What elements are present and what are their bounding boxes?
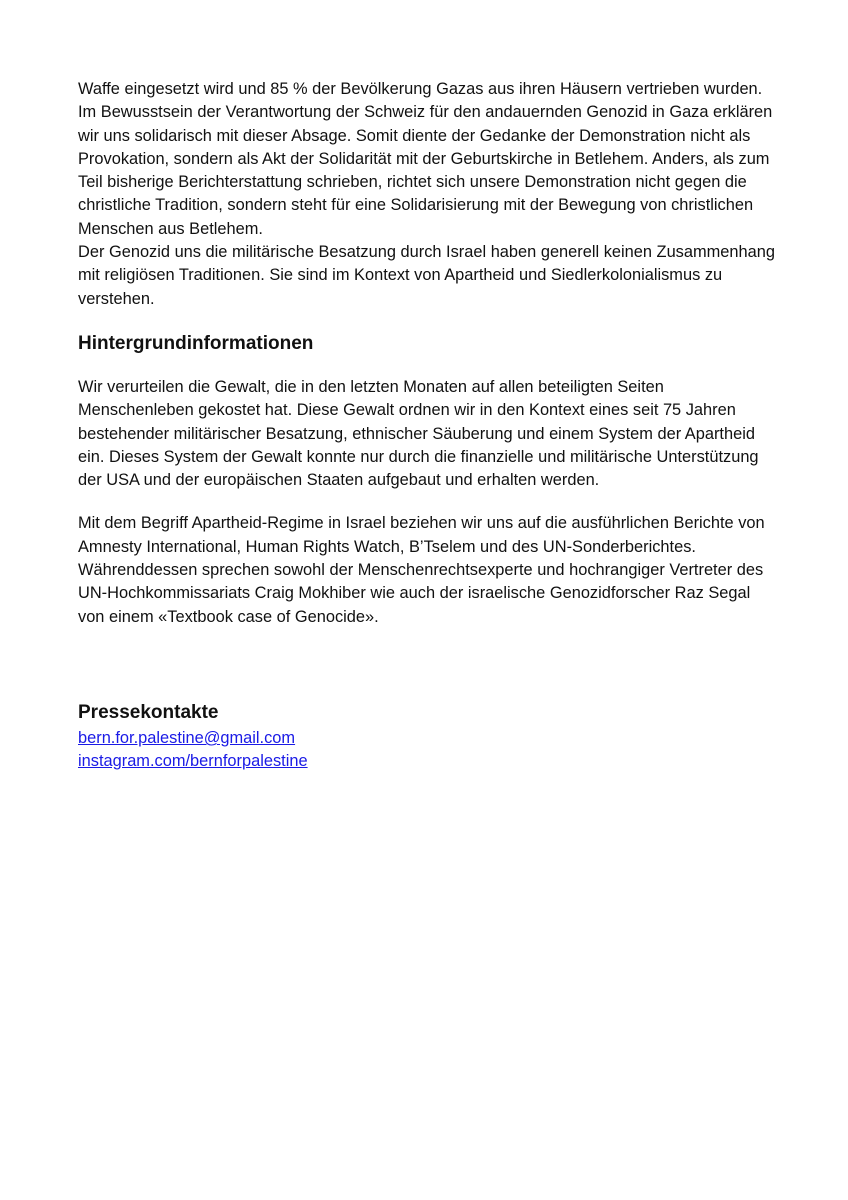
background-paragraph-1: Wir verurteilen die Gewalt, die in den letzten Monaten auf allen beteiligten Seiten Menschenleben gekostet hat. Diese Gewalt ordnen wir in den Kontext eines seit 75 Jahren bestehender militärischer Besatzung, ethnischer Säuberung und einem System der Apartheid ein. Dieses System der Gewalt konnte nur durch die finanzielle und militärische Unterstützung der USA und der europäischen Staaten aufgebaut und erhalten werden. xyxy=(78,377,759,490)
background-paragraph-2: Mit dem Begriff Apartheid-Regime in Israel beziehen wir uns auf die ausführlichen Berichte von Amnesty International, Human Rights Watch, B’Tselem und des UN-Sonderberichtes. Währenddessen sprechen sowohl der Menschenrechtsexperte und hochrangiger Vertreter des UN-Hochkommissariats Craig Mokhiber wie auch der israelische Genozidforscher Raz Segal von einem «Textbook case of Genocide». xyxy=(78,514,765,626)
intro-paragraph-3: Der Genozid uns die militärische Besatzung durch Israel haben generell keinen Zusammenhang mit religiösen Traditionen. Sie sind im Kontext von Apartheid und Siedlerkolonialismus zu verstehen. xyxy=(78,243,775,308)
background-heading: Hintergrundinformationen xyxy=(78,332,314,354)
intro-paragraph-1: Waffe eingesetzt wird und 85 % der Bevölkerung Gazas aus ihren Häusern vertrieben wurden. xyxy=(78,80,763,98)
press-contacts-heading: Pressekontakte xyxy=(78,701,219,723)
document-page xyxy=(78,78,778,774)
instagram-link[interactable]: instagram.com/bernforpalestine xyxy=(78,752,308,771)
email-link[interactable]: bern.for.palestine@gmail.com xyxy=(78,728,296,747)
intro-paragraph-2: Im Bewusstsein der Verantwortung der Schweiz für den andauernden Genozid in Gaza erklären wir uns solidarisch mit dieser Absage. Somit diente der Gedanke der Demonstration nicht als Provokation, sondern als Akt der Solidarität mit der Geburtskirche in Betlehem. Anders, als zum Teil bisherige Berichterstattung schrieben, richtet sich unsere Demonstration nicht gegen die christliche Tradition, sondern steht für eine Solidarisierung mit der Bewegung von christlichen Menschen aus Betlehem. xyxy=(78,103,773,238)
